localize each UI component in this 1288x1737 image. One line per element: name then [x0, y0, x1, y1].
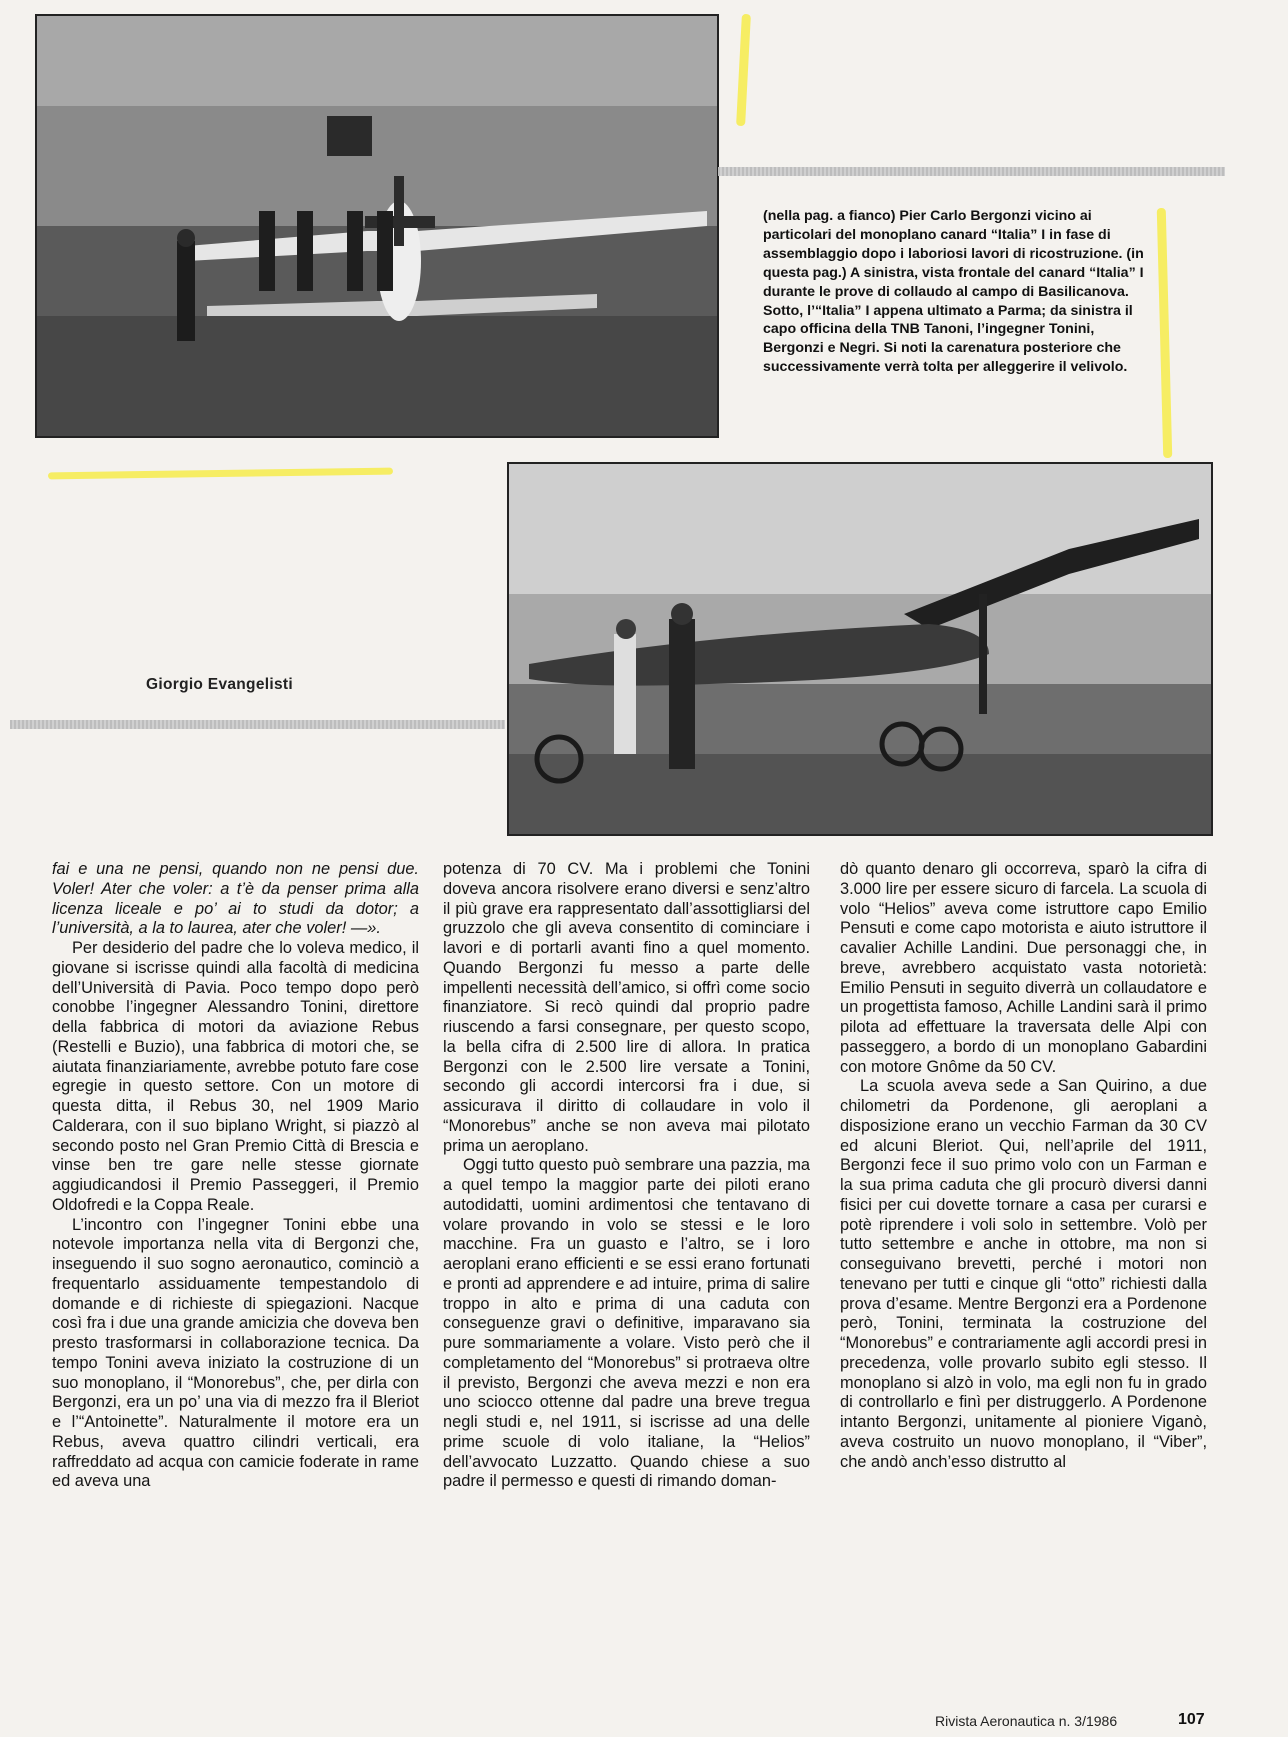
middle-divider-rule	[10, 720, 505, 729]
highlighter-mark	[48, 468, 393, 480]
article-paragraph: fai e una ne pensi, quando non ne pensi due. Voler! Ater che voler: a t’è da penser prima alla licenza liceale e po’ ai to studi da dotor; a l’università, a la to laurea, ater che voler! —».	[52, 860, 419, 938]
photo-caption	[763, 207, 1146, 377]
highlighter-mark	[1157, 208, 1173, 458]
article-paragraph: Oggi tutto questo può sembrare una pazzia, ma a quel tempo la maggior parte dei piloti erano autodidatti, uomini ardimentosi che tentavano di volare provando in volo se stessi e le loro macchine. Fra un guasto e l’altro, se i loro aeroplani erano efficienti e se essi erano fortunati e pronti ad apprendere e ad intuire, prima di salire troppo in alto e prima di una caduta con conseguenze gravi o definitive, imparavano sia pure sommariamente a volare. Visto però che il completamento del “Monorebus” si protraeva oltre il previsto, Bergonzi che aveva mezzi e non era uno sciocco ottenne dal padre una breve tregua negli studi e, nel 1911, si iscrisse ad una delle prime scuole di volo italiane, la “Helios” dell’avvocato Luzzatto. Quando chiese a suo padre il permesso e questi di rimando doman-	[443, 1156, 810, 1491]
photo-italia-completed	[507, 462, 1213, 836]
photo-canard-front-illustration	[37, 16, 717, 436]
photo-caption-text: (nella pag. a fianco) Pier Carlo Bergonzi vicino ai particolari del monoplano canard “Italia” I in fase di assemblaggio dopo i laboriosi lavori di ricostruzione. (in questa pag.) A sinistra, vista frontale del canard “Italia” I durante le prove di collaudo al campo di Basilicanova. Sotto, l’“Italia” I appena ultimato a Parma; da sinistra il capo officina della TNB Tanoni, l’ingegner Tonini, Bergonzi e Negri. Si noti la carenatura posteriore che successivamente verrà tolta per alleggerire il velivolo.	[763, 208, 1144, 376]
article-paragraph: potenza di 70 CV. Ma i problemi che Tonini doveva ancora risolvere erano diversi e senz’altro il più grave era rappresentato dall’assottigliarsi del gruzzolo che gli aveva consentito di cominciare i lavori e di portarli avanti fino a quel momento. Quando Bergonzi fu messo a parte delle impellenti necessità dell’amico, si offrì come socio finanziatore. Si recò quindi dal proprio padre riuscendo a farsi consegnare, per questo scopo, la bella cifra di 2.500 lire di allora. In pratica Bergonzi con le 2.500 lire versate a Tonini, secondo gli accordi intercorsi fra i due, si assicurava il diritto di collaudare in volo il “Monorebus” anche se non aveva mai pilotato prima un aeroplano.	[443, 860, 810, 1155]
article-column-2	[443, 860, 810, 1492]
page-number: 107	[1178, 1711, 1205, 1728]
article-column-1	[52, 860, 419, 1492]
highlighter-mark	[736, 14, 751, 126]
photo-italia-illustration	[509, 464, 1211, 834]
top-divider-rule	[718, 167, 1225, 176]
article-paragraph: dò quanto denaro gli occorreva, sparò la cifra di 3.000 lire per essere sicuro di farcela. La scuola di volo “Helios” aveva come istruttore capo Emilio Pensuti e come capo motorista e aiuto istruttore il cavalier Achille Landini. Due personaggi che, in breve, avrebbero acquistato vasta notorietà: Emilio Pensuti in seguito diverrà un collaudatore e un progettista famoso, Achille Landini sarà il primo pilota ad effettuare la traversata delle Alpi con passeggero, a bordo di un monoplano Gabardini con motore Gnôme da 50 CV.	[840, 860, 1207, 1076]
article-paragraph: Per desiderio del padre che lo voleva medico, il giovane si iscrisse quindi alla facoltà di medicina dell’Università di Pavia. Poco tempo dopo però conobbe l’ingegner Alessandro Tonini, direttore della fabbrica di motori da aviazione Rebus (Restelli e Buzio), una fabbrica di motori che, se aiutata finanziariamente, avrebbe potuto fare cose egregie in questo settore. Con un motore di questa ditta, il Rebus 30, nel 1909 Mario Calderara, con il suo biplano Wright, si piazzò al secondo posto nel Gran Premio Città di Brescia e vinse ben tre gare nelle stesse giornate aggiudicandosi il Premio Passeggeri, il Premio Oldofredi e la Coppa Reale.	[52, 939, 419, 1214]
footer-source: Rivista Aeronautica n. 3/1986	[935, 1713, 1118, 1729]
author-name: Giorgio Evangelisti	[146, 676, 293, 693]
article-column-3	[840, 860, 1207, 1472]
photo-canard-front-view	[35, 14, 719, 438]
article-paragraph: La scuola aveva sede a San Quirino, a due chilometri da Pordenone, gli aeroplani a disposizione erano un vecchio Farman da 30 CV ed alcuni Bleriot. Qui, nell’aprile del 1911, Bergonzi fece il suo primo volo con un Farman e la sua prima caduta che gli procurò diversi danni fisici per cui dovette tornare a casa per curarsi e potè riprendere i voli solo in settembre. Volò per tutto settembre e anche in ottobre, ma non si conseguivano brevetti, perché i motori non tenevano per tutti e cinque gli “otto” richiesti dalla prova d’esame. Mentre Bergonzi era a Pordenone però, Tonini, terminata la costruzione del “Monorebus” e contrariamente agli accordi presi in precedenza, volle provarlo subito egli stesso. Il monoplano si alzò in volo, ma egli non fu in grado di controllarlo e finì per distruggerlo. A Pordenone intanto Bergonzi, unitamente al pioniere Viganò, aveva costruito un nuovo monoplano, il “Viber”, che andò anch’esso distrutto al	[840, 1077, 1207, 1471]
article-paragraph: L’incontro con l’ingegner Tonini ebbe una notevole importanza nella vita di Bergonzi che, inseguendo il suo sogno aeronautico, cominciò a frequentarlo assiduamente tempestandolo di domande e di richieste di spiegazioni. Nacque così fra i due una grande amicizia che doveva ben presto trasformarsi in collaborazione tecnica. Da tempo Tonini aveva iniziato la costruzione di un suo monoplano, il “Monorebus”, che, per dirla con Bergonzi, era un po’ una via di mezzo fra il Bleriot e l’“Antoinette”. Naturalmente il motore era un Rebus, aveva quattro cilindri verticali, era raffreddato ad acqua con camicie foderate in rame ed aveva una	[52, 1215, 419, 1491]
